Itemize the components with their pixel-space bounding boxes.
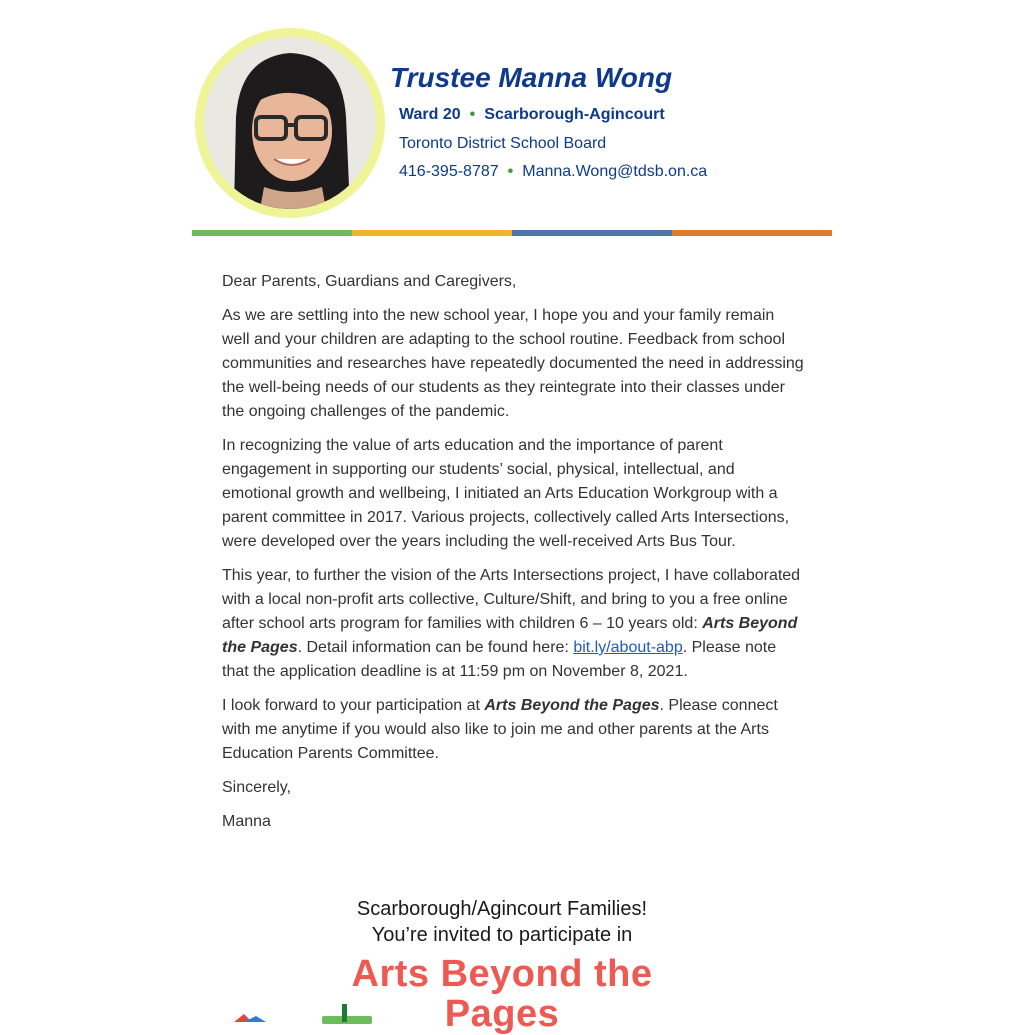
paragraph-3-text-b: . Detail information can be found here: <box>297 639 574 656</box>
paragraph-1: As we are settling into the new school year, I hope you and your family remain well and your children are adapting to the school routine. Feedback from school communities and researches have repeatedly documented the need in addressing the well-being needs of our students as they reintegrate into their classes under the ongoing challenges of the pandemic. <box>222 307 804 420</box>
paragraph-4 <box>222 694 804 766</box>
ward-number: Ward 20 <box>399 106 461 123</box>
flyer-title-line-1: Arts Beyond the <box>351 953 653 995</box>
trustee-header <box>192 26 832 238</box>
paragraph-4-text-a: I look forward to your participation at <box>222 697 485 714</box>
trustee-avatar <box>195 28 385 218</box>
stripe-blue <box>512 230 672 236</box>
school-board: Toronto District School Board <box>399 135 607 152</box>
phone-number: 416-395-8787 <box>399 163 499 180</box>
stripe-orange <box>672 230 832 236</box>
color-stripe <box>192 230 832 236</box>
letter-body <box>222 270 804 844</box>
stripe-green <box>192 230 352 236</box>
closing: Sincerely, <box>222 779 292 796</box>
signature: Manna <box>222 813 271 830</box>
email-address: Manna.Wong@tdsb.on.ca <box>522 163 708 180</box>
program-info-link[interactable]: bit.ly/about-abp <box>573 639 683 656</box>
paragraph-3-text-c: . Please note that the application deadline is at 11:59 pm on November 8, 2021. <box>222 639 777 680</box>
ward-area: Scarborough-Agincourt <box>484 106 665 123</box>
stripe-yellow <box>352 230 512 236</box>
greeting: Dear Parents, Guardians and Caregivers, <box>222 273 517 290</box>
paragraph-3 <box>222 564 804 684</box>
trustee-name: Trustee Manna Wong <box>390 62 673 93</box>
portrait-image <box>204 37 376 209</box>
ward-line <box>399 106 665 124</box>
paragraph-2: In recognizing the value of arts education and the importance of parent engagement in supporting our students’ social, physical, intellectual, and emotional growth and wellbeing, I initiated an Arts Education Workgroup with a parent committee in 2017. Various projects, collectively called Arts Intersections, were developed over the years including the well-received Arts Bus Tour. <box>222 437 790 550</box>
contact-line <box>399 163 707 181</box>
flyer-decoration-icon <box>222 996 382 1024</box>
flyer-line-1: Scarborough/Agincourt Families! <box>356 898 648 920</box>
paragraph-4-text-b: . Please connect with me anytime if you would also like to join me and other parents at the Arts Education Parents Committee. <box>222 697 778 762</box>
program-name: Arts Beyond the Pages <box>484 697 660 714</box>
separator-dot: • <box>469 106 476 123</box>
paragraph-3-text-a: This year, to further the vision of the Arts Intersections project, I have collaborated with a local non-profit arts collective, Culture/Shift, and bring to you a free online after school arts program for families with children 6 – 10 years old: <box>222 567 801 632</box>
flyer-title-line-2: Pages <box>444 993 560 1035</box>
program-flyer <box>222 896 782 1035</box>
program-name: Arts Beyond the Pages <box>222 615 798 656</box>
separator-dot: • <box>507 163 514 180</box>
flyer-line-2: You’re invited to participate in <box>371 924 633 946</box>
